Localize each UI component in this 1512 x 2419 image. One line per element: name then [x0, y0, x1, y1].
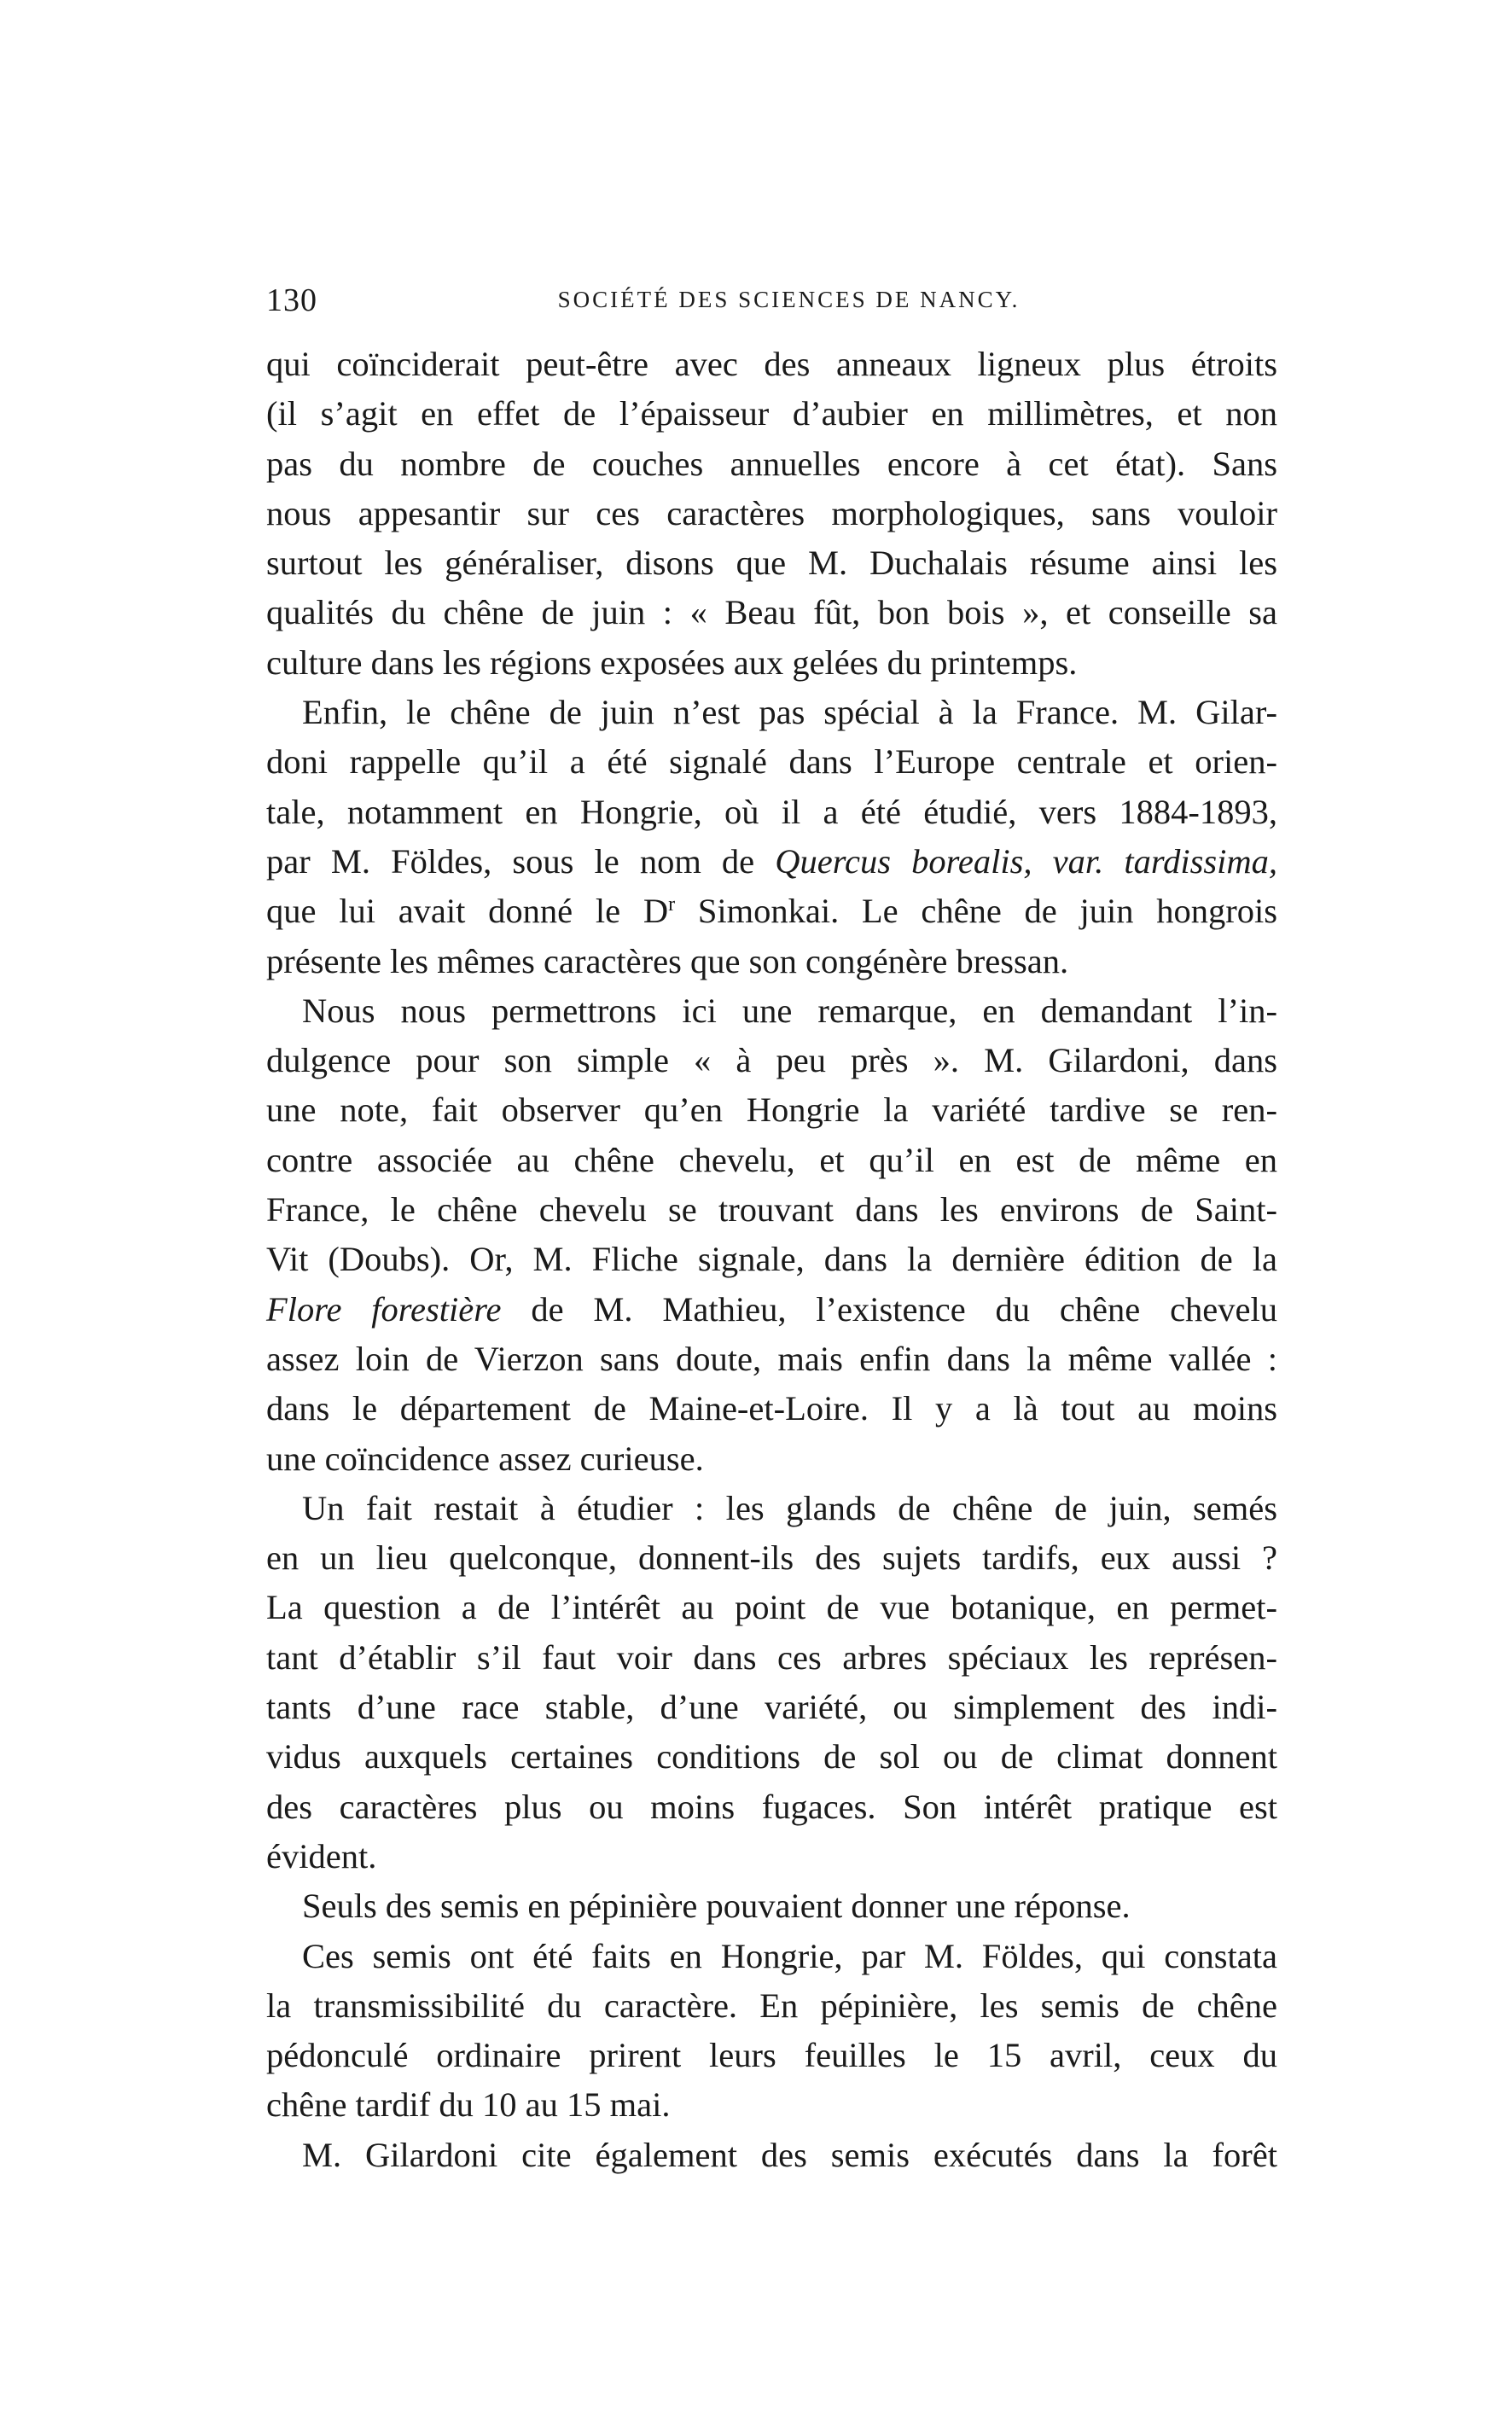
text-line: Vit (Doubs). Or, M. Fliche signale, dans la dernière édition de la	[266, 1240, 1277, 1279]
text-line: M. Gilardoni cite également des semis exécutés dans la forêt	[302, 2135, 1277, 2174]
text-line: en un lieu quelconque, donnent-ils des sujets tardifs, eux aussi ?	[266, 1538, 1277, 1578]
text-line: Enfin, le chêne de juin n’est pas spécial à la France. M. Gilar-	[302, 693, 1277, 732]
text-line: vidus auxquels certaines conditions de sol ou de climat donnent	[266, 1737, 1277, 1776]
text-line: assez loin de Vierzon sans doute, mais enfin dans la même vallée :	[266, 1339, 1277, 1378]
text-line: chêne tardif du 10 au 15 mai.	[266, 2085, 671, 2125]
text-line	[266, 837, 1277, 887]
text-line	[266, 1285, 1277, 1335]
text-run: de M. Mathieu, l’existence du chêne chevelu	[501, 1289, 1278, 1329]
text-line: France, le chêne chevelu se trouvant dans les environs de Saint-	[266, 1190, 1277, 1230]
text-line: contre associée au chêne chevelu, et qu’il en est de même en	[266, 1140, 1277, 1179]
page-header	[266, 282, 1277, 333]
text-line: tale, notamment en Hongrie, où il a été étudié, vers 1884-1893,	[266, 792, 1277, 831]
text-line: la transmissibilité du caractère. En pépinière, les semis de chêne	[266, 1986, 1277, 2025]
text-line: culture dans les régions exposées aux gelées du printemps.	[266, 643, 1078, 682]
text-line	[266, 887, 1277, 936]
text-line: tants d’une race stable, d’une variété, ou simplement des indi-	[266, 1688, 1277, 1727]
text-line: présente les mêmes caractères que son congénère bressan.	[266, 941, 1069, 980]
text-line: pédonculé ordinaire prirent leurs feuilles le 15 avril, ceux du	[266, 2036, 1277, 2075]
text-line: Un fait restait à étudier : les glands de chêne de juin, semés	[302, 1488, 1277, 1527]
text-line: dans le département de Maine-et-Loire. Il y a là tout au moins	[266, 1389, 1277, 1428]
body-text	[266, 340, 1277, 2180]
text-line: doni rappelle qu’il a été signalé dans l’Europe centrale et orien-	[266, 742, 1277, 782]
text-run: Simonkai. Le chêne de juin hongrois	[675, 892, 1277, 931]
text-line: tant d’établir s’il faut voir dans ces arbres spéciaux les représen-	[266, 1637, 1277, 1677]
text-line: des caractères plus ou moins fugaces. Son intérêt pratique est	[266, 1787, 1277, 1826]
text-line: Ces semis ont été faits en Hongrie, par M. Földes, qui constata	[302, 1936, 1277, 1975]
page-number: 130	[266, 282, 317, 318]
text-line: Nous nous permettrons ici une remarque, en demandant l’in-	[302, 991, 1277, 1030]
text-line: qualités du chêne de juin : « Beau fût, bon bois », et conseille sa	[266, 593, 1277, 632]
running-title: SOCIÉTÉ DES SCIENCES DE NANCY.	[557, 287, 1021, 312]
text-line: une coïncidence assez curieuse.	[266, 1439, 704, 1478]
book-title: Flore forestière	[266, 1289, 502, 1329]
text-line: qui coïnciderait peut-être avec des anneaux ligneux plus étroits	[266, 345, 1277, 383]
text-run: par M. Földes, sous le nom de	[266, 841, 776, 881]
text-line: pas du nombre de couches annuelles encore à cet état). Sans	[266, 444, 1277, 483]
text-line: nous appesantir sur ces caractères morphologiques, sans vouloir	[266, 493, 1277, 532]
text-line: (il s’agit en effet de l’épaisseur d’aubier en millimètres, et non	[266, 394, 1277, 433]
text-line: Seuls des semis en pépinière pouvaient donner une réponse.	[302, 1887, 1131, 1926]
text-run: que lui avait donné le D	[266, 892, 669, 931]
superscript: r	[668, 893, 676, 916]
text-line: dulgence pour son simple « à peu près ». M. Gilardoni, dans	[266, 1041, 1277, 1080]
text-line: surtout les généraliser, disons que M. Duchalais résume ainsi les	[266, 544, 1277, 583]
text-line: une note, fait observer qu’en Hongrie la variété tardive se ren-	[266, 1090, 1277, 1130]
text-line: La question a de l’intérêt au point de vue botanique, en permet-	[266, 1588, 1277, 1627]
text-line: évident.	[266, 1836, 377, 1875]
species-name: Quercus borealis, var. tardissima,	[775, 841, 1278, 881]
